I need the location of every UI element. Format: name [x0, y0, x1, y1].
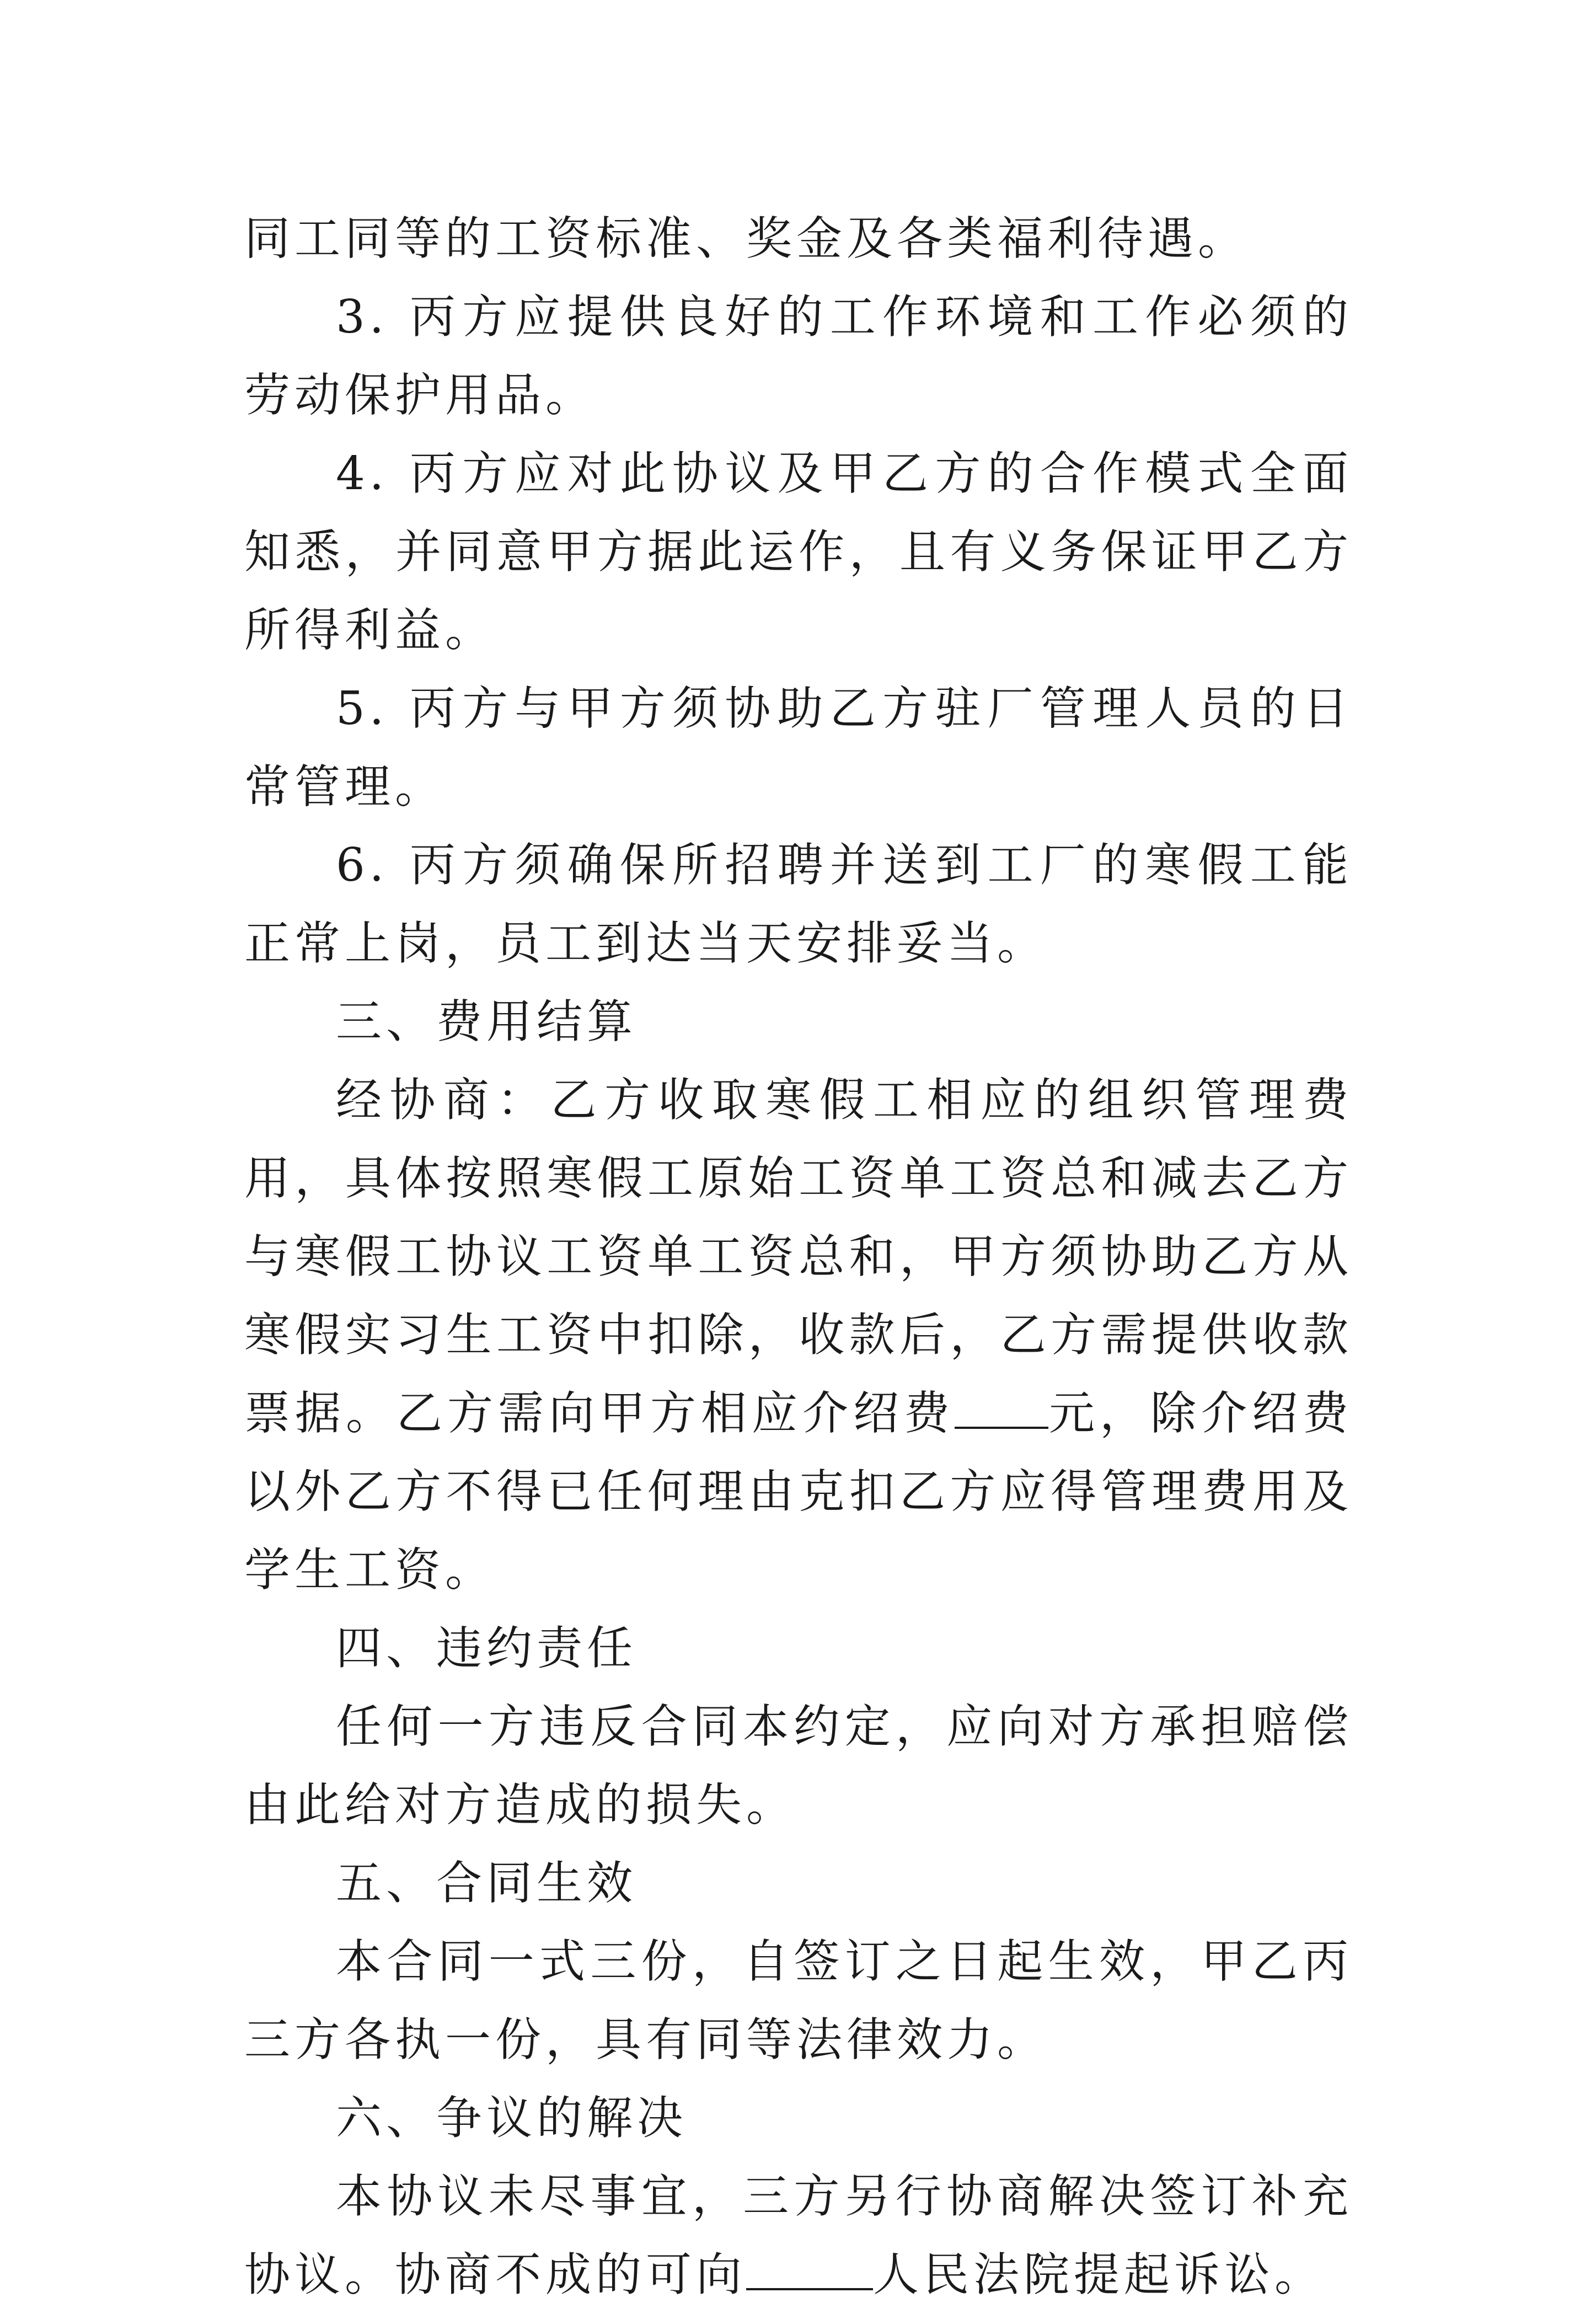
heading-effectiveness: 五、合同生效 [336, 1856, 637, 1910]
clause-3: 3. 丙方应提供良好的工作环境和工作必须的劳动保护用品。 [244, 290, 1353, 422]
fee-settlement-text-cont: 元，除介绍费以外乙方不得已任何理由克扣乙方应得管理费用及学生工资。 [244, 1386, 1353, 1597]
heading-dispute: 六、争议的解决 [336, 2091, 687, 2145]
clause-4: 4. 丙方应对此协议及甲乙方的合作模式全面知悉，并同意甲方据此运作，且有义务保证甲乙方所得利益。 [244, 447, 1353, 657]
paragraph-liability: 任何一方违反合同本约定，应向对方承担赔偿由此给对方造成的损失。 [244, 1700, 1353, 1831]
paragraph-benefits: 同工同等的工资标准、奖金及各类福利待遇。 [244, 212, 1248, 265]
court-name-blank [746, 2249, 873, 2290]
paragraph-fee-settlement [244, 1061, 1353, 1609]
paragraph-dispute [244, 2157, 1353, 2314]
dispute-text-cont: 人民法院提起诉讼。 [873, 2248, 1325, 2301]
contract-body [244, 200, 1353, 2314]
heading-fee-settlement: 三、费用结算 [336, 995, 637, 1048]
referral-fee-blank [955, 1388, 1048, 1429]
paragraph-effectiveness: 本合同一式三份，自签订之日起生效，甲乙丙三方各执一份，具有同等法律效力。 [244, 1935, 1353, 2066]
clause-6: 6. 丙方须确保所招聘并送到工厂的寒假工能正常上岗，员工到达当天安排妥当。 [244, 838, 1353, 970]
dispute-text: 本协议未尽事宜，三方另行协商解决签订补充协议。协商不成的可向 [244, 2170, 1353, 2301]
fee-settlement-text: 经协商：乙方收取寒假工相应的组织管理费用，具体按照寒假工原始工资单工资总和减去乙方与寒假工协议工资单工资总和，甲方须协助乙方从寒假实习生工资中扣除，收款后，乙方需提供收款票据。乙方需向甲方相应介绍费 [244, 1073, 1353, 1440]
clause-5: 5. 丙方与甲方须协助乙方驻厂管理人员的日常管理。 [244, 682, 1353, 813]
heading-liability: 四、违约责任 [336, 1621, 637, 1675]
